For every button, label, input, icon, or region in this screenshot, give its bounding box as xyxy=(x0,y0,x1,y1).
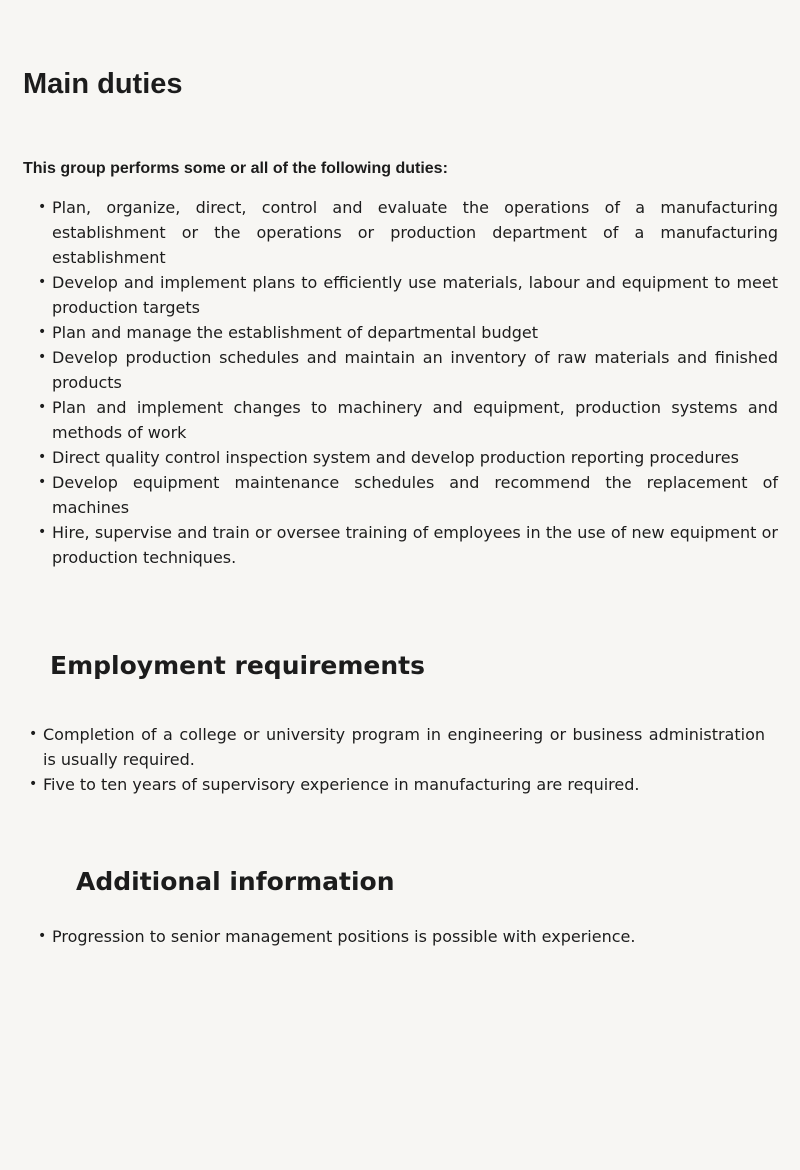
duty-item: • Develop production schedules and maintain an inventory of raw materials and finished products xyxy=(52,345,778,395)
additional-information-heading: Additional information xyxy=(76,866,395,896)
duty-item: • Direct quality control inspection system and develop production reporting procedures xyxy=(52,445,778,470)
additional-information-list xyxy=(23,924,778,949)
employment-requirements-list xyxy=(14,722,765,797)
employment-requirements-heading: Employment requirements xyxy=(50,650,425,680)
duty-item: • Develop equipment maintenance schedules and recommend the replacement of machines xyxy=(52,470,778,520)
additional-info-item: • Progression to senior management positions is possible with experience. xyxy=(52,924,778,949)
duty-item: • Plan and implement changes to machinery and equipment, production systems and methods of work xyxy=(52,395,778,445)
requirement-item: • Five to ten years of supervisory experience in manufacturing are required. xyxy=(43,772,765,797)
main-duties-heading: Main duties xyxy=(23,68,183,101)
duty-item: • Plan, organize, direct, control and evaluate the operations of a manufacturing establishment or the operations or production department of a manufacturing establishment xyxy=(52,195,778,270)
requirement-item: • Completion of a college or university program in engineering or business administration is usually required. xyxy=(43,722,765,772)
duty-item: • Plan and manage the establishment of departmental budget xyxy=(52,320,778,345)
main-duties-list xyxy=(23,195,778,570)
duty-item: • Hire, supervise and train or oversee training of employees in the use of new equipment or production techniques. xyxy=(52,520,778,570)
duties-intro-text: This group performs some or all of the following duties: xyxy=(23,160,448,177)
duty-item: • Develop and implement plans to efficiently use materials, labour and equipment to meet production targets xyxy=(52,270,778,320)
